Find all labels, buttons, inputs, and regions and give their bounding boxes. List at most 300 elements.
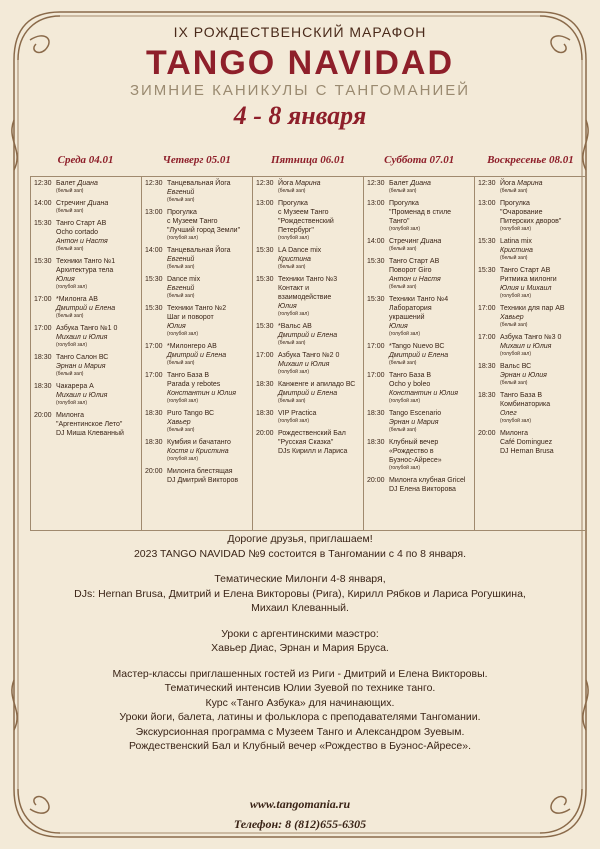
event-body — [389, 257, 471, 291]
event-trainer: Костя и Кристина — [167, 448, 229, 455]
event-time: 15:30 — [478, 267, 496, 274]
event-subtitle: ЗИМНИЕ КАНИКУЛЫ С ТАНГОМАНИЕЙ — [129, 82, 471, 99]
info-line: Уроки с аргентинскими маэстро: — [221, 627, 379, 640]
event-time: 15:30 — [478, 238, 496, 245]
event-body — [389, 409, 471, 434]
schedule-event — [145, 208, 249, 242]
event-body — [389, 295, 471, 338]
schedule-event — [478, 429, 582, 456]
schedule-event — [367, 438, 471, 472]
event-detail: Контакт и — [278, 285, 310, 292]
event-name: Милонга — [500, 430, 528, 437]
info-line: Рождественский Бал и Клубный вечер «Рождество в Буэнос-Айресе». — [128, 740, 472, 752]
event-room: (голубой зал) — [278, 311, 310, 317]
event-time: 15:30 — [34, 258, 52, 265]
event-body — [167, 275, 249, 300]
event-dates: 4 - 8 января — [233, 101, 367, 130]
event-room: (голубой зал) — [56, 284, 88, 290]
event-detail: Петербург" — [278, 227, 314, 234]
event-trainer: Константин и Юлия — [389, 390, 458, 397]
event-body — [167, 304, 249, 338]
event-name: Йога Марина — [500, 180, 543, 187]
day-header: Четверг 05.01 — [162, 154, 231, 166]
event-name: Стречинг Диана — [56, 200, 109, 207]
event-time: 15:30 — [367, 296, 385, 303]
event-detail: "Лучший город Земли" — [167, 227, 241, 234]
event-room: (голубой зал) — [500, 293, 532, 299]
event-edition: IX РОЖДЕСТВЕНСКИЙ МАРАФОН — [173, 24, 427, 40]
event-time: 17:00 — [256, 352, 274, 359]
event-room: (белый зал) — [167, 427, 195, 433]
event-trainer: Марина — [295, 180, 321, 187]
event-time: 15:30 — [367, 258, 385, 265]
event-detail: Parada y rebotes — [167, 381, 221, 388]
event-name: *Tango Nuevo ВС — [389, 343, 445, 350]
event-trainer: Юлия — [389, 323, 408, 330]
event-body — [278, 409, 360, 425]
event-trainer: Олег — [500, 410, 517, 417]
event-body — [167, 409, 249, 434]
event-body — [500, 304, 582, 329]
event-body — [56, 382, 138, 407]
event-time: 20:00 — [367, 477, 385, 484]
event-body — [56, 199, 138, 215]
schedule-event — [145, 342, 249, 367]
event-room: (голубой зал) — [278, 418, 310, 424]
event-room: (белый зал) — [278, 264, 306, 270]
event-time: 12:30 — [34, 180, 52, 187]
event-trainer: Евгений — [167, 189, 195, 196]
schedule-event — [145, 467, 249, 485]
event-name: VIP Practica — [278, 410, 317, 417]
event-room: (белый зал) — [167, 293, 195, 299]
event-time: 15:30 — [256, 276, 274, 283]
event-time: 13:00 — [145, 209, 163, 216]
event-trainer: Эрнан и Мария — [56, 363, 106, 370]
event-trainer: Диана — [77, 180, 98, 187]
schedule-event — [478, 237, 582, 262]
event-body — [278, 199, 360, 242]
event-room: (голубой зал) — [167, 331, 199, 337]
event-time: 17:00 — [478, 305, 496, 312]
event-trainer: Дмитрий и Елена — [278, 332, 338, 339]
event-room: (голубой зал) — [389, 226, 421, 232]
event-dj: DJs Кирилл и Лариса — [278, 448, 348, 455]
event-name: Кумбия и бачатанго — [167, 439, 231, 446]
event-room: (белый зал) — [56, 371, 84, 377]
event-body — [389, 476, 471, 494]
event-time: 20:00 — [256, 430, 274, 437]
info-line: Мастер-классы приглашенных гостей из Риги - Дмитрий и Елена Викторовы. — [112, 667, 488, 680]
info-line: 2023 TANGO NAVIDAD №9 состоится в Тангомании с 4 по 8 января. — [133, 547, 467, 560]
event-name: Милонга — [56, 412, 84, 419]
schedule-event — [367, 476, 471, 494]
event-trainer: Михаил и Юлия — [56, 334, 108, 341]
event-body — [500, 199, 582, 233]
event-body — [500, 266, 582, 300]
event-body — [278, 179, 360, 195]
event-name: Танго База В — [167, 372, 210, 379]
event-room: (белый зал) — [56, 313, 84, 319]
event-time: 15:30 — [256, 323, 274, 330]
event-time: 18:30 — [145, 410, 163, 417]
event-trainer: Дмитрий и Елена — [167, 352, 227, 359]
day-header: Суббота 07.01 — [384, 154, 455, 166]
event-room: (голубой зал) — [56, 400, 88, 406]
event-body — [56, 353, 138, 378]
schedule-event — [478, 199, 582, 233]
event-trainer: Хавьер — [500, 314, 524, 321]
schedule-event — [34, 324, 138, 349]
event-trainer: Юлия и Михаил — [500, 285, 552, 292]
event-name: Стречинг Диана — [389, 238, 442, 245]
schedule-event — [256, 409, 360, 425]
event-room: (голубой зал) — [167, 398, 199, 404]
event-detail: Архитектура тела — [56, 267, 114, 274]
schedule-event — [34, 179, 138, 195]
event-detail: Ритмика милонги — [500, 276, 557, 283]
event-time: 18:30 — [478, 363, 496, 370]
event-room: (голубой зал) — [389, 398, 421, 404]
event-trainer: Эрнан и Мария — [389, 419, 439, 426]
schedule-event — [478, 179, 582, 195]
event-name: Танго База В — [389, 372, 432, 379]
schedule-event — [367, 295, 471, 338]
event-room: (голубой зал) — [500, 418, 532, 424]
event-name: Техники для пар АВ — [500, 305, 565, 312]
event-trainer: Михаил и Юлия — [56, 392, 108, 399]
event-time: 18:30 — [256, 410, 274, 417]
event-name: Азбука Танго №2 0 — [278, 352, 340, 359]
event-name: Балет Диана — [56, 180, 98, 187]
event-trainer: Диана — [410, 180, 431, 187]
event-room: (голубой зал) — [500, 226, 532, 232]
event-detail: "Променад в стиле — [389, 209, 452, 216]
event-time: 18:30 — [478, 392, 496, 399]
event-name: Tango Escenario — [389, 410, 442, 417]
event-body — [56, 324, 138, 349]
event-room: (белый зал) — [278, 188, 306, 194]
event-body — [389, 438, 471, 472]
event-room: (белый зал) — [167, 264, 195, 270]
event-time: 12:30 — [367, 180, 385, 187]
event-time: 18:30 — [256, 381, 274, 388]
day-column — [475, 177, 585, 530]
info-gap — [0, 616, 600, 627]
event-time: 15:30 — [256, 247, 274, 254]
event-detail: Танго" — [389, 218, 410, 225]
event-time: 13:00 — [367, 200, 385, 207]
event-trainer: Юлия — [167, 323, 186, 330]
info-gap — [0, 656, 600, 667]
event-body — [389, 199, 471, 233]
event-time: 18:30 — [145, 439, 163, 446]
schedule-event — [256, 275, 360, 318]
event-body — [56, 295, 138, 320]
event-trainer: Марина — [517, 180, 543, 187]
event-room: (голубой зал) — [278, 369, 310, 375]
event-room: (белый зал) — [56, 208, 84, 214]
schedule-event — [367, 237, 471, 253]
schedule-event — [367, 371, 471, 405]
event-name: Рождественский Бал — [278, 430, 346, 437]
phone-number: Телефон: 8 (812)655-6305 — [233, 817, 367, 831]
event-trainer: Кристина — [278, 256, 311, 263]
info-line: Экскурсионная программа с Музеем Танго и Александром Зуевым. — [135, 725, 465, 738]
event-detail: Лаборатория — [389, 305, 432, 312]
event-body — [278, 351, 360, 376]
event-time: 17:00 — [367, 372, 385, 379]
event-body — [56, 219, 138, 253]
schedule-event — [34, 353, 138, 378]
event-trainer: Евгений — [167, 285, 195, 292]
schedule-event — [34, 295, 138, 320]
event-body — [56, 257, 138, 291]
schedule-event — [256, 322, 360, 347]
event-time: 17:00 — [34, 325, 52, 332]
event-room: (голубой зал) — [500, 351, 532, 357]
schedule-event — [367, 179, 471, 195]
day-headers — [30, 154, 586, 176]
info-line: Михаил Клеванный. — [251, 602, 349, 614]
event-room: (белый зал) — [389, 427, 417, 433]
event-room: (голубой зал) — [389, 465, 421, 471]
event-time: 17:00 — [34, 296, 52, 303]
event-body — [167, 371, 249, 405]
event-name: Милонга блестящая — [167, 468, 233, 475]
event-time: 12:30 — [478, 180, 496, 187]
event-name: Прогулка — [167, 209, 197, 216]
event-room: (белый зал) — [167, 197, 195, 203]
event-name: *Милонга АВ — [56, 296, 98, 303]
event-name: Latina mix — [500, 238, 532, 245]
info-gap — [0, 561, 600, 572]
event-body — [500, 391, 582, 425]
event-room: (белый зал) — [500, 188, 528, 194]
event-name: Dance mix — [167, 276, 201, 283]
event-name: Танцевальная Йога — [167, 247, 231, 254]
event-body — [389, 179, 471, 195]
schedule-event — [478, 362, 582, 387]
event-name: Танго Салон ВС — [56, 354, 109, 361]
website-link[interactable]: www.tangomania.ru — [249, 797, 351, 811]
event-body — [167, 208, 249, 242]
event-trainer: Михаил и Юлия — [278, 361, 330, 368]
event-name: Puro Tango ВС — [167, 410, 215, 417]
event-trainer: Юлия — [278, 303, 297, 310]
schedule-event — [478, 266, 582, 300]
event-trainer: Хавьер — [167, 419, 191, 426]
event-body — [167, 246, 249, 271]
day-column — [142, 177, 253, 530]
event-body — [500, 333, 582, 358]
schedule-event — [34, 257, 138, 291]
day-header: Пятница 06.01 — [270, 154, 346, 166]
event-name: Танго Старт АВ — [56, 220, 107, 227]
event-name: Прогулка — [500, 200, 530, 207]
schedule-event — [256, 429, 360, 456]
day-column — [31, 177, 142, 530]
event-body — [278, 246, 360, 271]
event-room: (голубой зал) — [278, 235, 310, 241]
event-name: Техники Танго №1 — [56, 258, 116, 265]
event-detail: Питерских дворов" — [500, 218, 562, 225]
info-line: Курс «Танго Азбука» для начинающих. — [205, 696, 395, 709]
day-header: Среда 04.01 — [57, 154, 114, 166]
event-room: (белый зал) — [56, 246, 84, 252]
event-trainer: Константин и Юлия — [167, 390, 236, 397]
event-dj: DJ Елена Викторова — [389, 486, 456, 493]
event-room: (белый зал) — [167, 360, 195, 366]
event-name: Чакарера А — [56, 383, 94, 390]
day-column — [253, 177, 364, 530]
event-body — [389, 237, 471, 253]
event-body — [278, 429, 360, 456]
event-body — [500, 179, 582, 195]
info-line: Тематические Милонги 4-8 января, — [214, 573, 386, 585]
event-detail: с Музеем Танго — [167, 218, 218, 225]
event-time: 20:00 — [145, 468, 163, 475]
event-name: Балет Диана — [389, 180, 431, 187]
schedule-event — [478, 304, 582, 329]
schedule-event — [145, 179, 249, 204]
day-header: Воскресенье 08.01 — [487, 154, 574, 166]
event-detail: «Рождество в — [389, 448, 434, 455]
schedule-event — [34, 199, 138, 215]
event-room: (голубой зал) — [389, 331, 421, 337]
event-time: 15:30 — [34, 220, 52, 227]
event-body — [56, 411, 138, 438]
schedule-event — [367, 257, 471, 291]
event-dj: DJ Hernan Brusa — [500, 448, 554, 455]
event-time: 15:30 — [145, 276, 163, 283]
event-detail: Ocho cortado — [56, 229, 99, 236]
event-room: (белый зал) — [389, 188, 417, 194]
event-name: Азбука Танго №1 0 — [56, 325, 118, 332]
event-body — [500, 362, 582, 387]
event-detail: Café Dominguez — [500, 439, 553, 446]
event-trainer: Юлия — [56, 276, 75, 283]
event-body — [278, 380, 360, 405]
event-detail: Буэнос-Айресе» — [389, 457, 442, 464]
event-trainer: Михаил и Юлия — [500, 343, 552, 350]
event-trainer: Евгений — [167, 256, 195, 263]
schedule-event — [145, 371, 249, 405]
event-room: (белый зал) — [56, 188, 84, 194]
event-room: (голубой зал) — [167, 235, 199, 241]
event-detail: с Музеем Танго — [278, 209, 329, 216]
event-body — [167, 179, 249, 204]
event-room: (белый зал) — [389, 360, 417, 366]
event-name: LA Dance mix — [278, 247, 322, 254]
event-room: (голубой зал) — [167, 456, 199, 462]
event-time: 14:00 — [145, 247, 163, 254]
info-line: Дорогие друзья, приглашаем! — [227, 533, 373, 545]
event-trainer: Антон и Настя — [389, 276, 441, 283]
info-line: Тематический интенсив Юлии Зуевой по технике танго. — [164, 682, 436, 694]
event-room: (голубой зал) — [56, 342, 88, 348]
event-detail: взаимодействие — [278, 294, 332, 301]
event-trainer: Диана — [87, 200, 109, 207]
event-trainer: Эрнан и Юлия — [500, 372, 547, 379]
event-time: 20:00 — [34, 412, 52, 419]
event-dj: DJ Миша Клеванный — [56, 430, 124, 437]
schedule-event — [145, 246, 249, 271]
event-name: Танго База В — [500, 392, 543, 399]
schedule-event — [256, 199, 360, 242]
schedule-event — [256, 380, 360, 405]
schedule-event — [367, 199, 471, 233]
event-body — [56, 179, 138, 195]
schedule-event — [478, 333, 582, 358]
schedule-event — [145, 409, 249, 434]
event-detail: "Аргентинское Лето" — [56, 421, 123, 428]
schedule-event — [256, 351, 360, 376]
event-room: (белый зал) — [500, 255, 528, 261]
event-body — [389, 371, 471, 405]
schedule-event — [367, 342, 471, 367]
event-detail: Поворот Giro — [389, 267, 432, 274]
event-dj: DJ Дмитрий Викторов — [167, 477, 239, 484]
event-name: Милонга клубная Gricel — [389, 477, 466, 484]
schedule-event — [256, 179, 360, 195]
event-title: TANGO NAVIDAD — [145, 44, 455, 82]
schedule-event — [145, 275, 249, 300]
event-time: 14:00 — [367, 238, 385, 245]
event-trainer: Дмитрий и Елена — [278, 390, 338, 397]
event-room: (белый зал) — [278, 340, 306, 346]
event-trainer: Антон и Настя — [56, 238, 108, 245]
event-detail: Комбинаторика — [500, 401, 551, 408]
event-trainer: Дмитрий и Елена — [389, 352, 449, 359]
event-room: (белый зал) — [278, 398, 306, 404]
schedule-event — [34, 219, 138, 253]
event-time: 15:30 — [145, 305, 163, 312]
header — [0, 24, 600, 131]
schedule-event — [34, 382, 138, 407]
event-time: 13:00 — [256, 200, 274, 207]
event-name: *Вальс АВ — [278, 323, 312, 330]
event-trainer: Кристина — [500, 247, 533, 254]
event-trainer: Диана — [420, 238, 442, 245]
schedule-grid — [30, 176, 586, 531]
event-time: 18:30 — [367, 410, 385, 417]
event-time: 17:00 — [145, 372, 163, 379]
event-time: 17:00 — [367, 343, 385, 350]
day-column — [364, 177, 475, 530]
event-body — [500, 429, 582, 456]
schedule-event — [145, 304, 249, 338]
event-name: Клубный вечер — [389, 439, 439, 446]
event-room: (белый зал) — [500, 380, 528, 386]
event-time: 20:00 — [478, 430, 496, 437]
event-time: 18:30 — [34, 354, 52, 361]
event-body — [167, 342, 249, 367]
schedule-event — [367, 409, 471, 434]
event-name: Прогулка — [389, 200, 419, 207]
event-time: 18:30 — [34, 383, 52, 390]
event-time: 17:00 — [478, 334, 496, 341]
event-detail: "Очарование — [500, 209, 543, 216]
event-name: Техники Танго №4 — [389, 296, 449, 303]
event-room: (белый зал) — [500, 322, 528, 328]
event-room: (белый зал) — [389, 284, 417, 290]
event-time: 13:00 — [478, 200, 496, 207]
event-name: Канженге и апиладо ВС — [278, 381, 356, 388]
event-detail: "Рождественский — [278, 218, 334, 225]
event-body — [167, 438, 249, 463]
event-time: 12:30 — [145, 180, 163, 187]
